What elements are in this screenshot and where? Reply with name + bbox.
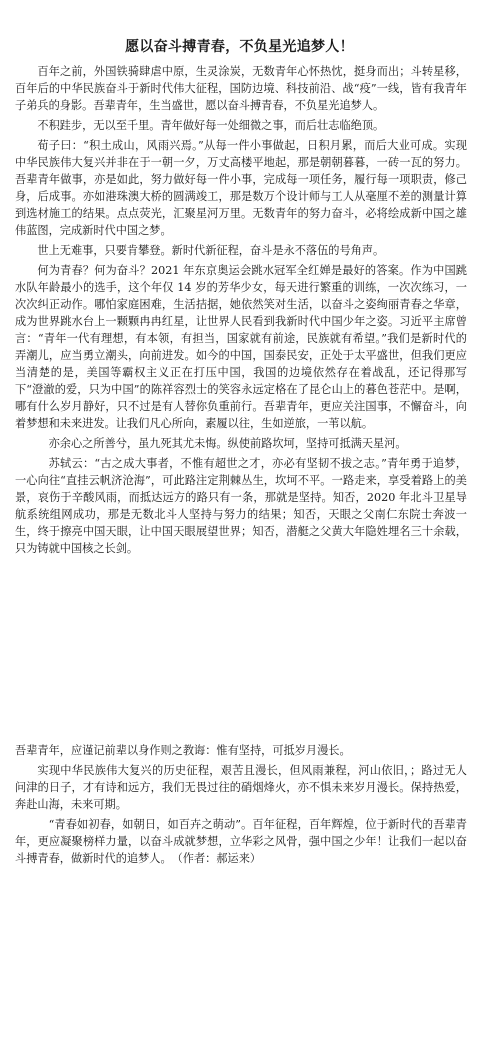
paragraph-heading-3: 亦余心之所善兮，虽九死其尤未悔。纵使前路坎坷，坚持可抵满天星河。 xyxy=(48,437,407,450)
paragraph-body-1: 荀子曰：“积土成山，风雨兴焉。”从每一件小事做起，日积月累，而后大业可成。实现中华民族伟大复兴并非在于一朝一夕，万丈高楼平地起，那是朝朝暮暮，一砖一瓦的努力。吾辈青年做事，亦是如此，努力做好每一件小事，完成每一项任务，履行每一项职责，修己身，后成事。亦如港珠澳大桥的圆满竣工，那是数万个设计师与工人从毫厘不差的测量计算到选材施工的结果。点点荧光，汇聚星河万里。无数青年的努力奋斗，必将绘成新中国之雄伟蓝图，完成新时代中国之梦。 xyxy=(15,139,467,237)
paragraph-conclusion-3: “青春如初春，如朝日，如百卉之萌动”。百年征程，百年辉煌，位于新时代的吾辈青年，更应凝聚榜样力量，以奋斗成就梦想，立华彩之风骨，强中国之少年！让我们一起以奋斗搏青春，做新时代的追梦人。 （作者：郝运来） xyxy=(15,818,467,865)
paragraph-heading-1: 不积跬步，无以至千里。青年做好每一处细微之事，而后壮志临绝顶。 xyxy=(37,119,385,132)
paragraph-conclusion-2: 实现中华民族伟大复兴的历史征程，艰苦且漫长，但风雨兼程，河山依旧，；路过无人问津的日子，才有诗和远方，我们无畏过往的硝烟烽火，亦不惧未来岁月漫长。保持热爱，奔赴山海，未来可期。 xyxy=(15,764,467,811)
paragraph-body-2: 何为青春？何为奋斗？2021 年东京奥运会跳水冠军全红婵是最好的答案。作为中国跳水队年龄最小的选手，这个年仅 14 岁的芳华少女，每天进行繁重的训练，一次次练习，一次次纠正动作。哪怕家庭困难，生活拮据，她依然笑对生活，以奋斗之姿绚丽青春之华章，成为世界跳水台上一颗颗冉冉红星，让世界人民看到我新时代中国少年之姿。习近平主席曾言：“青年一代有理想，有本领，有担当，国家就有前途，民族就有希望。”我们是新时代的弄潮儿，应当勇立潮头，向前进发。如今的中国，国泰民安，正处于太平盛世，但我们更应当清楚的是，美国等霸权主义正在打压中国，我国的边境依然存在着战乱，还记得那写下“澄澈的爱，只为中国”的陈祥容烈士的笑容永远定格在了昆仑山上的暮色苍茫中。是啊，哪有什么岁月静好，只不过是有人替你负重前行。吾辈青年，更应关注国事，不懈奋斗，向着梦想和未来进发。让我们凡心所向，素履以往，生如逆旅，一苇以航。 xyxy=(15,264,467,430)
paragraph-body-3: 苏轼云：“古之成大事者，不惟有超世之才，亦必有坚韧不拔之志。”青年勇于追梦，一心向往“直挂云帆济沧海”，可此路注定荆棘丛生，坎坷不平。一路走来，享受着路上的美景，哀伤于辛酸风雨，而抵达远方的路只有一条，那就是坚持。知否，2020 年北斗卫星导航系统组网成功，那是无数北斗人坚持与努力的结果；知否，天眼之父南仁东院士奔波一生，终于擦亮中国天眼，让中国天眼展望世界；知否，潜艇之父黄大年隐姓埋名三十余载，只为铸就中国核之长剑。 xyxy=(15,457,467,555)
article-body-bottom xyxy=(15,742,467,867)
paragraph-heading-2: 世上无难事，只要肯攀登。新时代新征程，奋斗是永不落伍的号角声。 xyxy=(37,244,385,257)
article-title: 愿以奋斗搏青春，不负星光追梦人！ xyxy=(125,39,354,55)
paragraph-intro: 百年之前，外国铁骑肆虐中原，生灵涂炭，无数青年心怀热忱，挺身而出；斗转星移，百年后的中华民族奋斗于新时代伟大征程，国防边境、科技前沿、战“疫”一线，皆有我青年子弟兵的身影。吾辈青年，生当盛世，愿以奋斗搏青春，不负星光追梦人。 xyxy=(15,65,467,112)
article-body-top xyxy=(15,63,467,557)
paragraph-conclusion-1: 吾辈青年，应谨记前辈以身作则之教诲：惟有坚持，可抵岁月漫长。 xyxy=(15,744,351,757)
